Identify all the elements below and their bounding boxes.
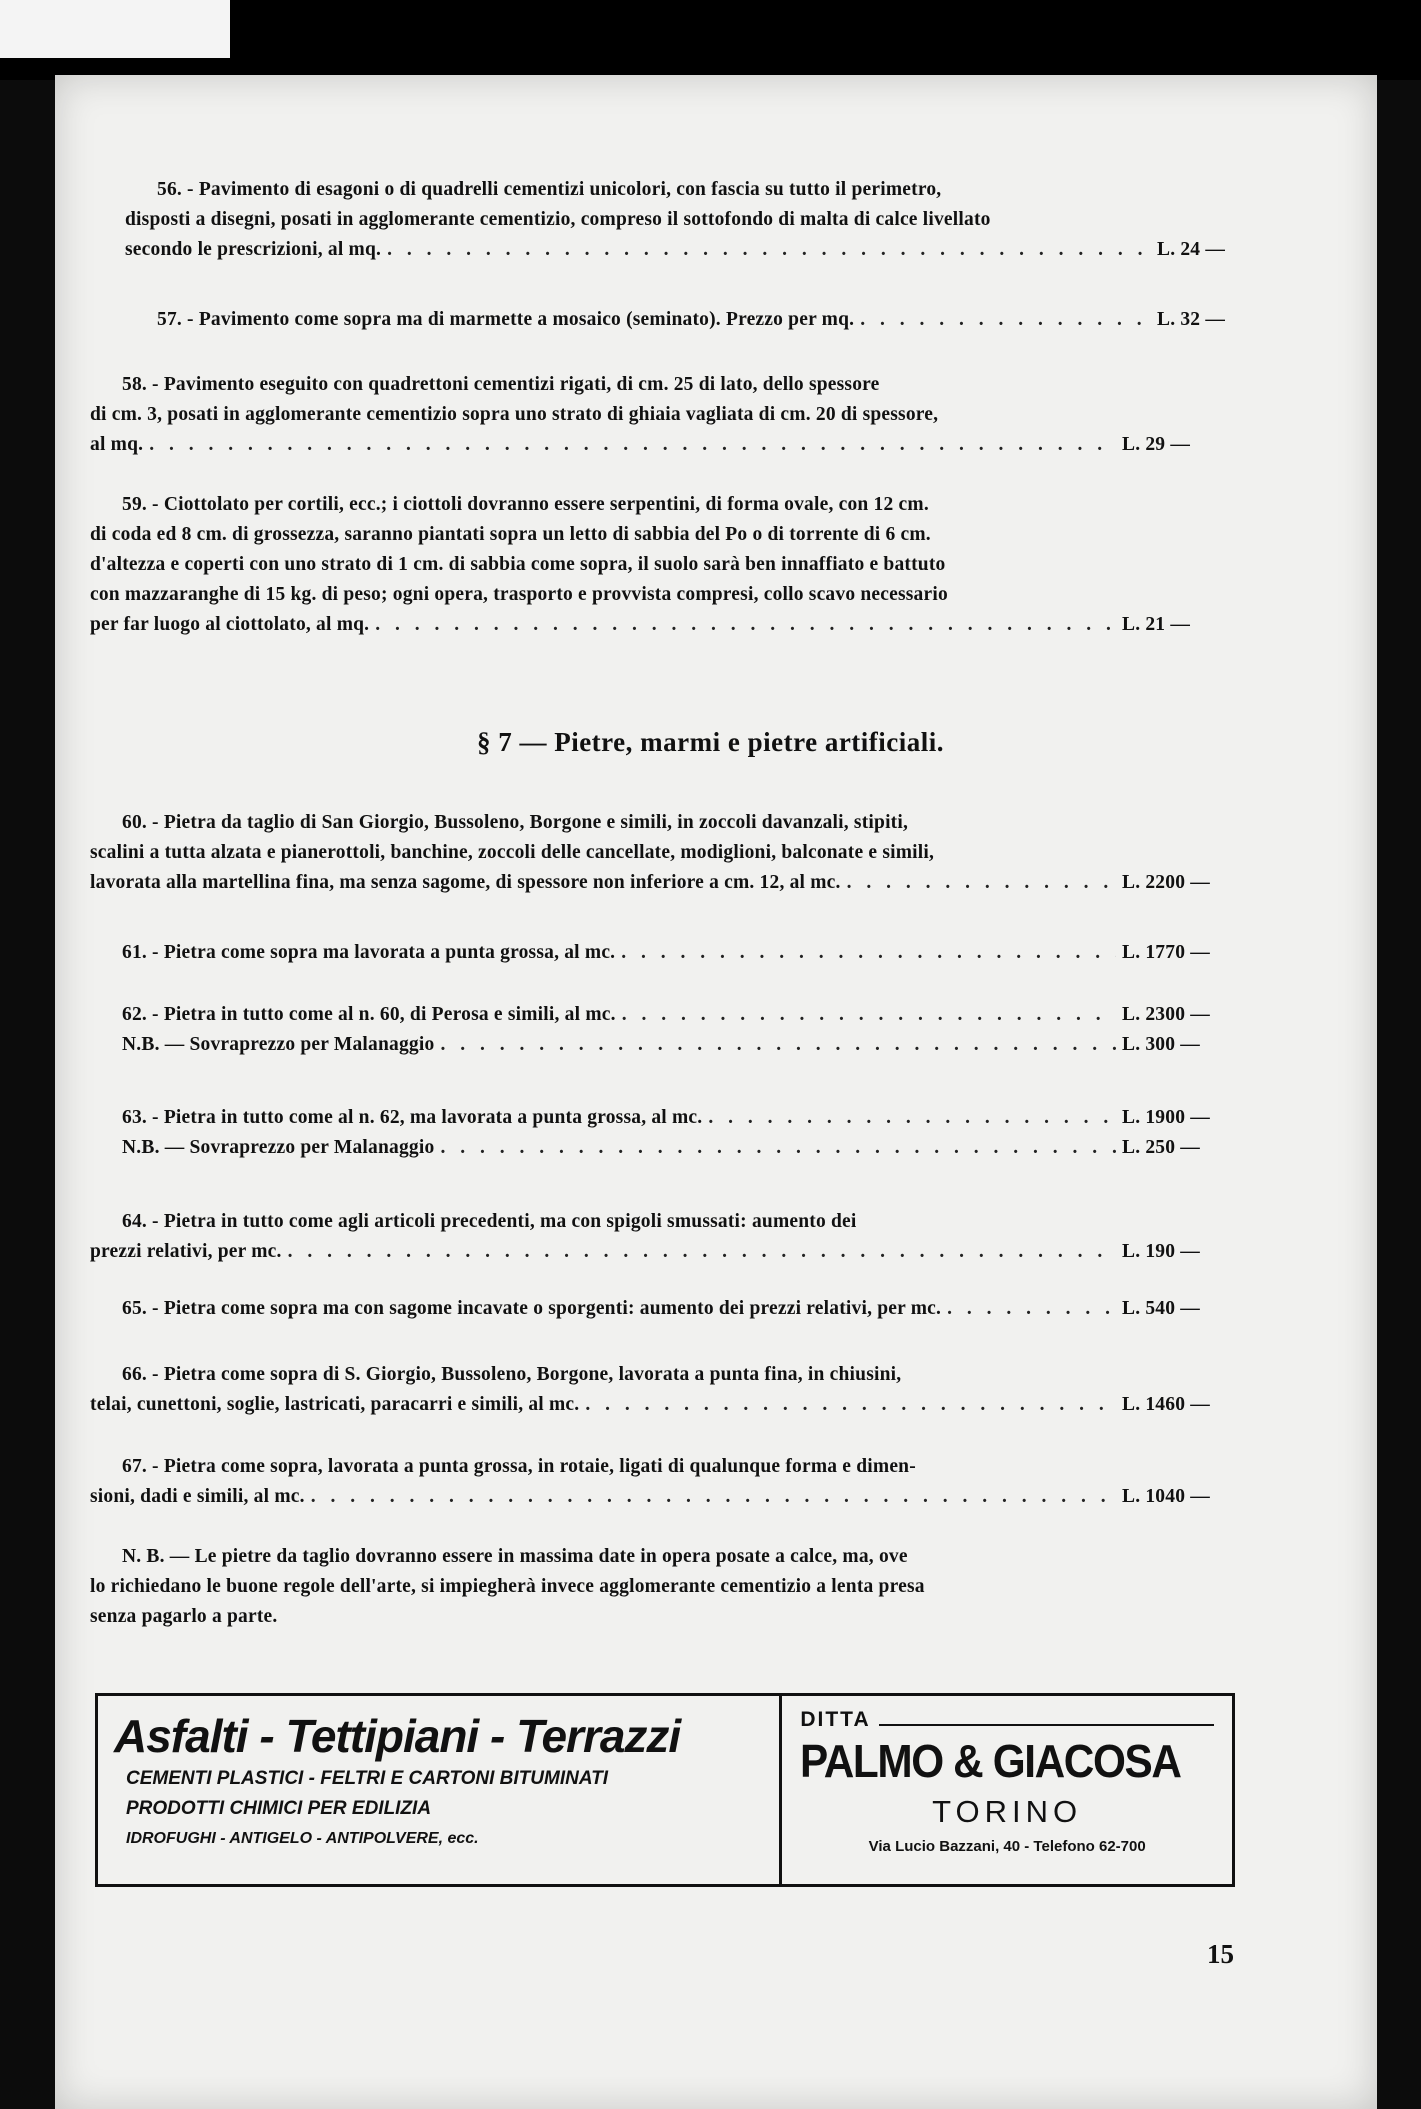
price: L. 300 —	[1122, 1034, 1200, 1055]
dot-leader	[847, 868, 1116, 898]
entry-line: sioni, dadi e simili, al mc.	[90, 1486, 305, 1507]
dot-leader	[387, 235, 1151, 265]
price: L. 29 —	[1122, 434, 1191, 455]
entry-price-line	[90, 430, 1240, 460]
entry-line: 63. - Pietra in tutto come al n. 62, ma lavorata a punta grossa, al mc.	[122, 1107, 703, 1128]
ad-line: CEMENTI PLASTICI - FELTRI E CARTONI BITUMINATI	[126, 1768, 609, 1789]
price: L. 1900 —	[1122, 1107, 1210, 1128]
ditta-rule	[879, 1724, 1214, 1726]
entry-line: 56. - Pavimento di esagoni o di quadrelli cementizi unicolori, con fascia su tutto il perimetro,	[157, 179, 942, 200]
entry-line: 59. - Ciottolato per cortili, ecc.; i ciottoli dovranno essere serpentini, di forma ovale, con 12 cm.	[122, 494, 929, 515]
ad-line: IDROFUGHI - ANTIGELO - ANTIPOLVERE, ecc.	[126, 1830, 479, 1847]
note-line: lo richiedano le buone regole dell'arte, si impiegherà invece agglomerante cementizio a lenta presa	[90, 1576, 925, 1597]
entry-57	[125, 305, 1275, 335]
note-line: senza pagarlo a parte.	[90, 1606, 278, 1627]
entry-price-line	[90, 610, 1240, 640]
entry-line: lavorata alla martellina fina, ma senza sagome, di spessore non inferiore a cm. 12, al mc.	[90, 872, 841, 893]
entry-line: 57. - Pavimento come sopra ma di marmette a mosaico (seminato). Prezzo per mq.	[157, 309, 855, 330]
entry-price-line	[90, 1103, 1240, 1133]
ad-line: PRODOTTI CHIMICI PER EDILIZIA	[126, 1798, 432, 1819]
firm-address: Via Lucio Bazzani, 40 - Telefono 62-700	[868, 1838, 1146, 1855]
ditta-label: DITTA	[800, 1708, 871, 1731]
section-title: § 7 — Pietre, marmi e pietre artificiali.	[476, 727, 945, 757]
advertisement	[95, 1693, 1235, 1887]
entry-line: secondo le prescrizioni, al mq.	[125, 239, 382, 260]
entry-59	[90, 490, 1240, 640]
entry-line: d'altezza e coperti con uno strato di 1 cm. di sabbia come sopra, il suolo sarà ben innaffiato e battuto	[90, 554, 946, 575]
ad-title: Asfalti - Tettipiani - Terrazzi	[114, 1710, 681, 1762]
price: L. 1040 —	[1122, 1486, 1210, 1507]
price: L. 190 —	[1122, 1241, 1200, 1262]
entry-line: N.B. — Sovraprezzo per Malanaggio	[122, 1034, 435, 1055]
entry-line: prezzi relativi, per mc.	[90, 1241, 282, 1262]
entry-line: con mazzaranghe di 15 kg. di peso; ogni opera, trasporto e provvista compresi, collo scavo necessario	[90, 584, 948, 605]
entry-line: scalini a tutta alzata e pianerottoli, banchine, zoccoli delle cancellate, modiglioni, balconate e simili,	[90, 842, 935, 863]
price: L. 1460 —	[1122, 1394, 1210, 1415]
dot-leader	[860, 305, 1151, 335]
price: L. 2200 —	[1122, 872, 1210, 893]
scan-corner	[0, 0, 230, 58]
entry-60	[90, 808, 1240, 898]
entry-56	[125, 175, 1275, 265]
entry-price-line	[90, 938, 1240, 968]
note-line: N. B. — Le pietre da taglio dovranno essere in massima date in opera posate a calce, ma, ove	[122, 1546, 908, 1567]
entry-line: di cm. 3, posati in agglomerante cementizio sopra uno strato di ghiaia vagliata di cm. 20 di spessore,	[90, 404, 939, 425]
entry-62	[90, 1000, 1240, 1060]
price: L. 21 —	[1122, 614, 1191, 635]
price: L. 1770 —	[1122, 942, 1210, 963]
firm-name: PALMO & GIACOSA	[800, 1735, 1181, 1787]
entry-65	[90, 1294, 1240, 1324]
entry-64	[90, 1207, 1240, 1267]
entry-price-line	[90, 1390, 1240, 1420]
entry-line: 65. - Pietra come sopra ma con sagome incavate o sporgenti: aumento dei prezzi relativi, per mc.	[122, 1298, 942, 1319]
entry-price-line	[90, 1133, 1240, 1163]
dot-leader	[708, 1103, 1116, 1133]
entry-line: 58. - Pavimento eseguito con quadrettoni cementizi rigati, di cm. 25 di lato, dello spessore	[122, 374, 880, 395]
entry-63	[90, 1103, 1240, 1163]
entry-price-line	[90, 1482, 1240, 1512]
dot-leader	[288, 1237, 1116, 1267]
entry-67	[90, 1452, 1240, 1512]
price: L. 24 —	[1157, 239, 1226, 260]
firm-city: TORINO	[932, 1794, 1083, 1829]
entry-58	[90, 370, 1240, 460]
dot-leader	[311, 1482, 1116, 1512]
price: L. 2300 —	[1122, 1004, 1210, 1025]
price: L. 540 —	[1122, 1298, 1200, 1319]
entry-line: 60. - Pietra da taglio di San Giorgio, Bussoleno, Borgone e simili, in zoccoli davanzali, stipiti,	[122, 812, 909, 833]
ad-right-panel	[782, 1696, 1232, 1884]
dot-leader	[622, 1000, 1116, 1030]
dot-leader	[585, 1390, 1116, 1420]
entry-price-line	[90, 868, 1240, 898]
price: L. 32 —	[1157, 309, 1226, 330]
note-nb	[90, 1542, 1240, 1632]
entry-price-line	[90, 1030, 1240, 1060]
entry-price-line	[90, 1237, 1240, 1267]
dot-leader	[440, 1133, 1116, 1163]
dot-leader	[149, 430, 1116, 460]
entry-line: 64. - Pietra in tutto come agli articoli precedenti, ma con spigoli smussati: aumento dei	[122, 1211, 857, 1232]
entry-price-line	[90, 1000, 1240, 1030]
entry-price-line	[125, 235, 1275, 265]
dot-leader	[440, 1030, 1116, 1060]
entry-61	[90, 938, 1240, 968]
entry-line: al mq.	[90, 434, 144, 455]
entry-line: 61. - Pietra come sopra ma lavorata a punta grossa, al mc.	[122, 942, 616, 963]
ad-ditta	[800, 1708, 1214, 1732]
ad-left-panel	[98, 1696, 782, 1884]
entry-line: di coda ed 8 cm. di grossezza, saranno piantati sopra un letto di sabbia del Po o di torrente di 6 cm.	[90, 524, 931, 545]
entry-line: 66. - Pietra come sopra di S. Giorgio, Bussoleno, Borgone, lavorata a punta fina, in chiusini,	[122, 1364, 902, 1385]
entry-line: disposti a disegni, posati in agglomerante cementizio, compreso il sottofondo di malta di calce livellato	[125, 209, 991, 230]
entry-line: telai, cunettoni, soglie, lastricati, paracarri e simili, al mc.	[90, 1394, 580, 1415]
entry-line: N.B. — Sovraprezzo per Malanaggio	[122, 1137, 435, 1158]
entry-66	[90, 1360, 1240, 1420]
entry-price-line	[90, 1294, 1240, 1324]
page-number: 15	[1207, 1939, 1234, 1969]
price: L. 250 —	[1122, 1137, 1200, 1158]
dot-leader	[621, 938, 1116, 968]
entry-line: per far luogo al ciottolato, al mq.	[90, 614, 370, 635]
entry-price-line	[125, 305, 1275, 335]
entry-line: 62. - Pietra in tutto come al n. 60, di Perosa e simili, al mc.	[122, 1004, 616, 1025]
dot-leader	[375, 610, 1116, 640]
entry-line: 67. - Pietra come sopra, lavorata a punta grossa, in rotaie, ligati di qualunque forma e dimen-	[122, 1456, 916, 1477]
dot-leader	[947, 1294, 1116, 1324]
